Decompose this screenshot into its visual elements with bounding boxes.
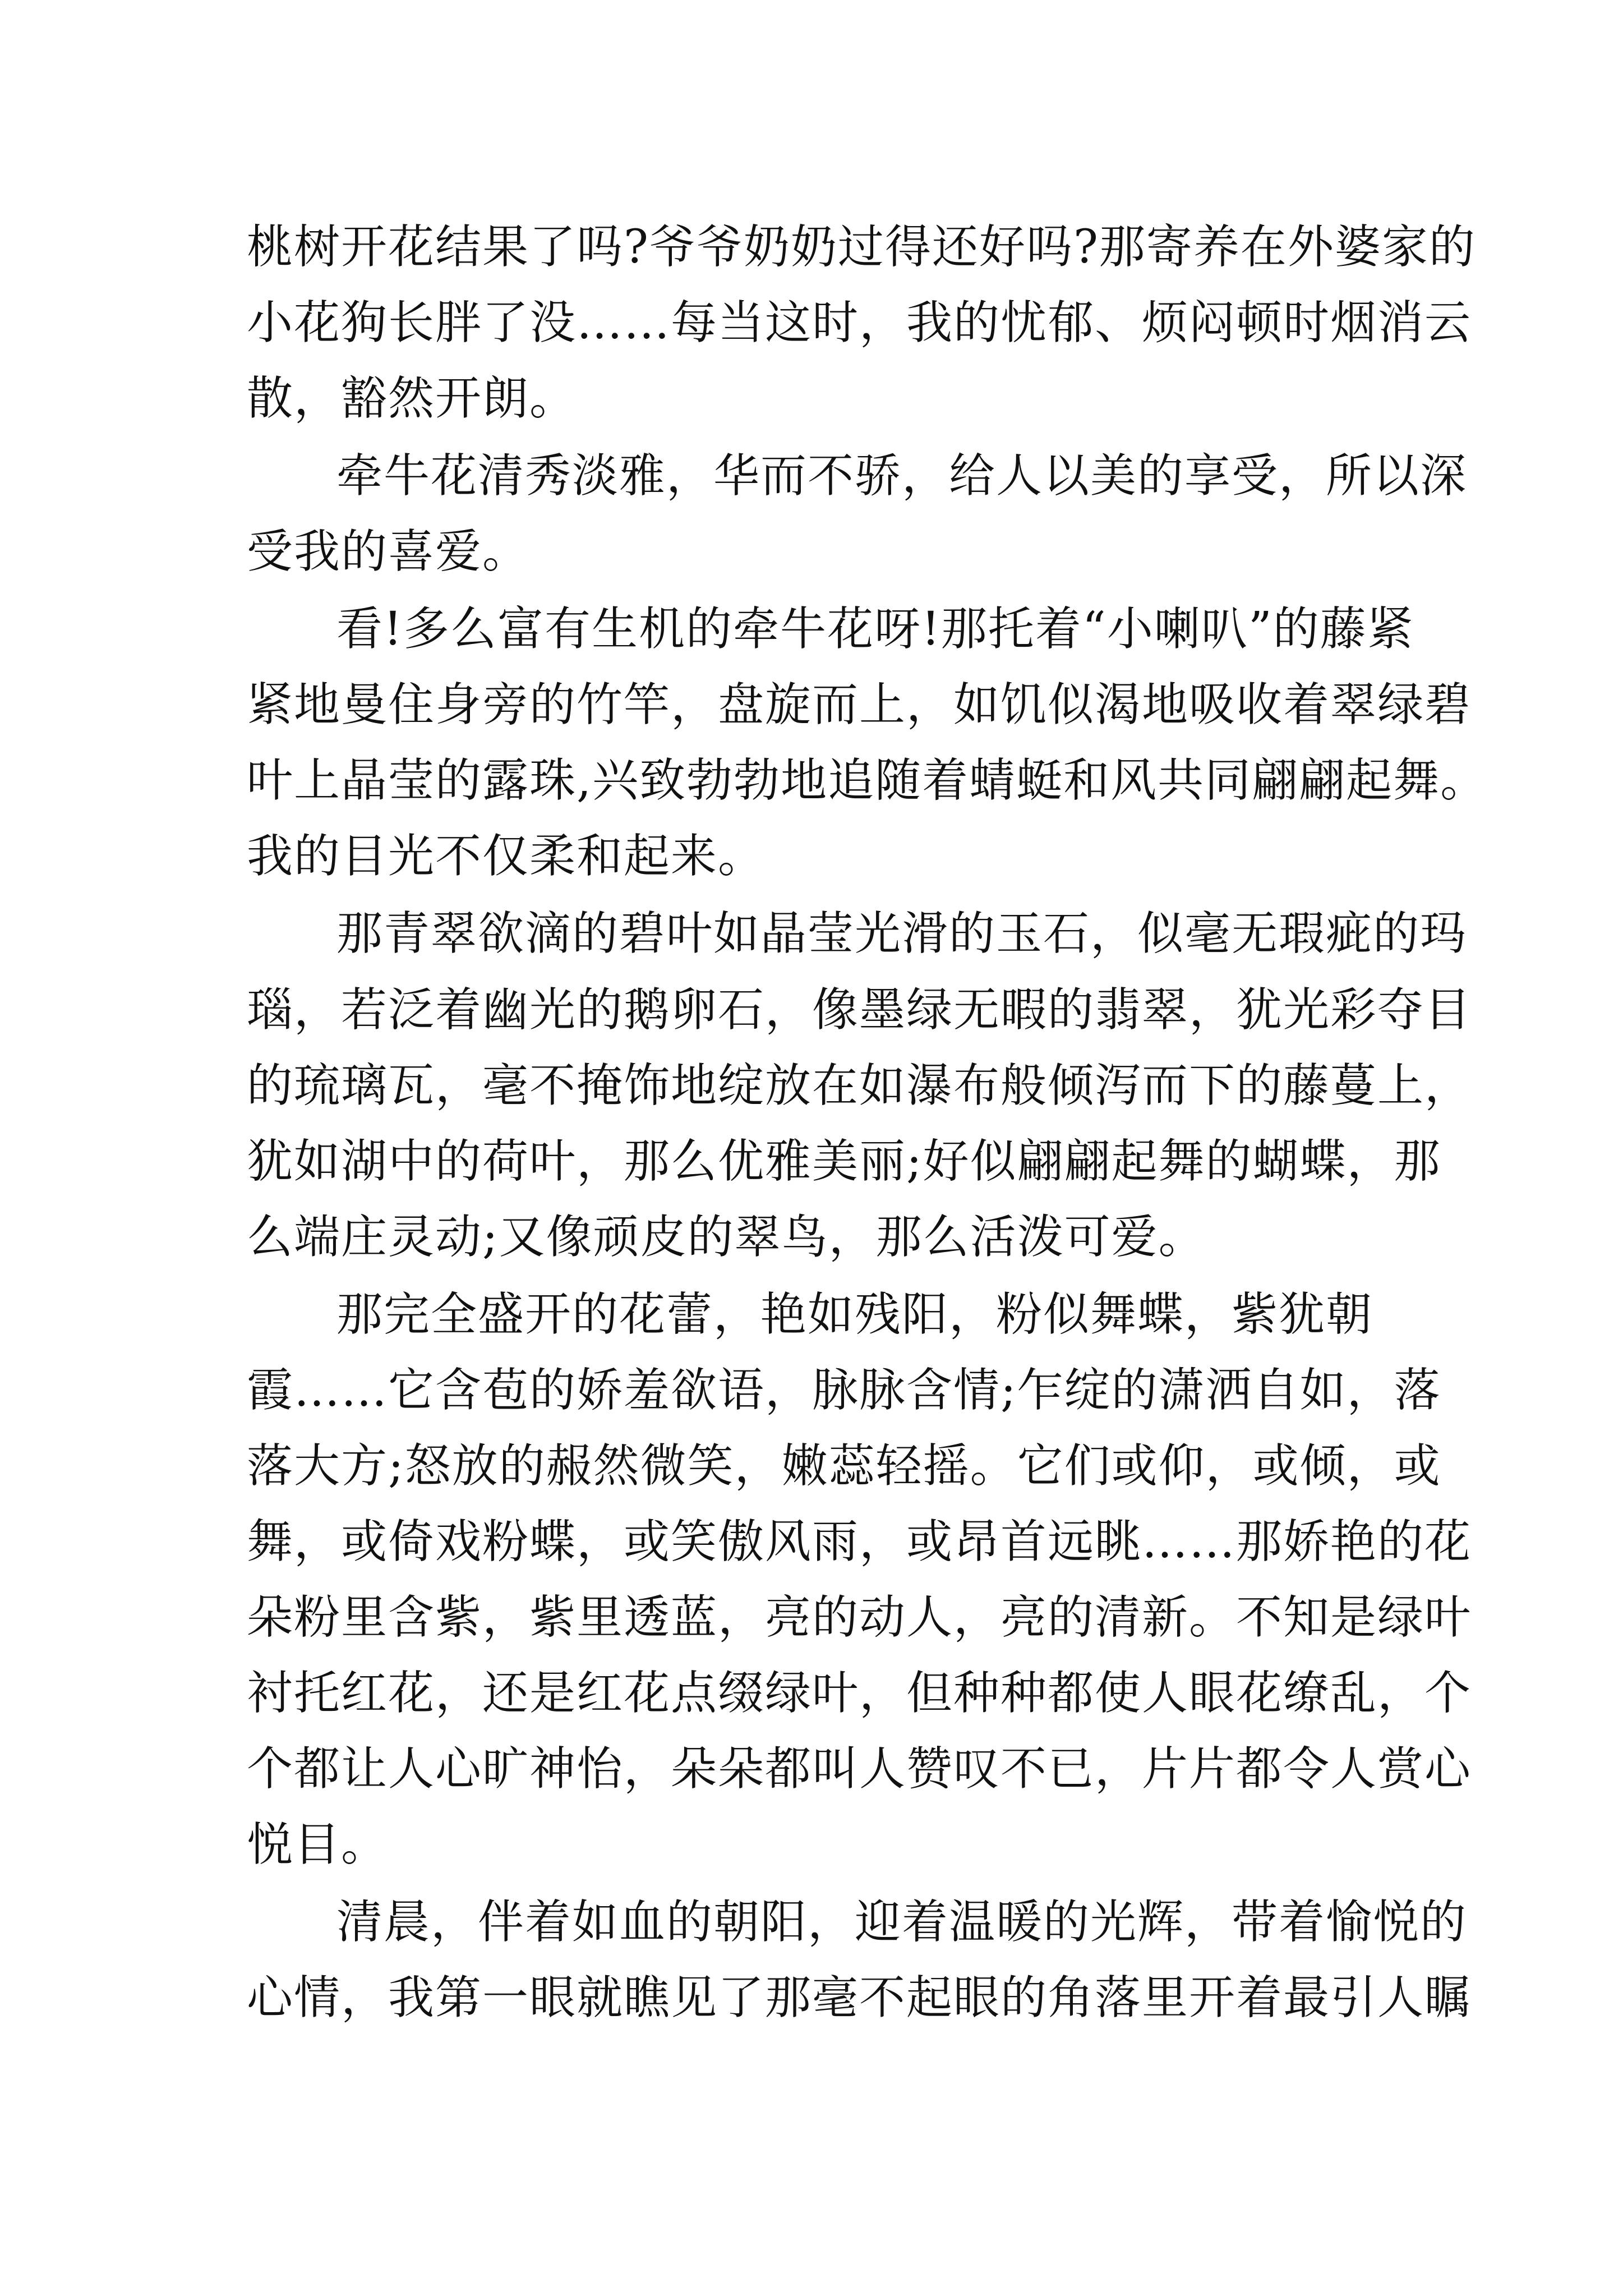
- text-line: 的琉璃瓦，毫不掩饰地绽放在如瀑布般倾泻而下的藤蔓上，: [247, 1059, 1472, 1112]
- text-line: 心情，我第一眼就瞧见了那毫不起眼的角落里开着最引人瞩: [247, 1971, 1472, 2024]
- text-line: 我的目光不仅柔和起来。: [247, 830, 766, 883]
- text-line: 个都让人心旷神怡，朵朵都叫人赞叹不已，片片都令人赏心: [247, 1742, 1472, 1796]
- text-line: 么端庄灵动;又像顽皮的翠鸟，那么活泼可爱。: [247, 1211, 1206, 1264]
- text-line: 犹如湖中的荷叶，那么优雅美丽;好似翩翩起舞的蝴蝶，那: [247, 1135, 1441, 1188]
- text-line: 朵粉里含紫，紫里透蓝，亮的动人，亮的清新。不知是绿叶: [247, 1591, 1472, 1644]
- text-line: 那青翠欲滴的碧叶如晶莹光滑的玉石，似毫无瑕疵的玛: [336, 907, 1468, 960]
- text-line: 紧地曼住身旁的竹竿，盘旋而上，如饥似渴地吸收着翠绿碧: [247, 678, 1472, 731]
- text-line: 瑙，若泛着幽光的鹅卵石，像墨绿无暇的翡翠，犹光彩夺目: [247, 983, 1472, 1037]
- text-line: 桃树开花结果了吗?爷爷奶奶过得还好吗?那寄养在外婆家的: [247, 220, 1476, 274]
- text-line: 衬托红花，还是红花点缀绿叶，但种种都使人眼花缭乱，个: [247, 1667, 1472, 1720]
- text-line: 牵牛花清秀淡雅，华而不骄，给人以美的享受，所以深: [336, 449, 1468, 503]
- text-line: 霞……它含苞的娇羞欲语，脉脉含情;乍绽的潇洒自如，落: [247, 1364, 1441, 1417]
- text-line: 落大方;怒放的赧然微笑，嫩蕊轻摇。它们或仰，或倾，或: [247, 1439, 1441, 1493]
- text-line: 悦目。: [247, 1818, 389, 1871]
- text-line: 散，豁然开朗。: [247, 372, 577, 425]
- text-line: 受我的喜爱。: [247, 525, 530, 578]
- text-line: 小花狗长胖了没……每当这时，我的忧郁、烦闷顿时烟消云: [247, 296, 1472, 349]
- text-line: 看!多么富有生机的牵牛花呀!那托着“小喇叭”的藤紧: [336, 602, 1414, 656]
- text-line: 那完全盛开的花蕾，艳如残阳，粉似舞蝶，紫犹朝: [336, 1288, 1373, 1341]
- text-line: 舞，或倚戏粉蝶，或笑傲风雨，或昂首远眺……那娇艳的花: [247, 1515, 1472, 1568]
- text-line: 清晨，伴着如血的朝阳，迎着温暖的光辉，带着愉悦的: [336, 1895, 1468, 1949]
- text-line: 叶上晶莹的露珠,兴致勃勃地追随着蜻蜓和风共同翩翩起舞。: [247, 754, 1488, 807]
